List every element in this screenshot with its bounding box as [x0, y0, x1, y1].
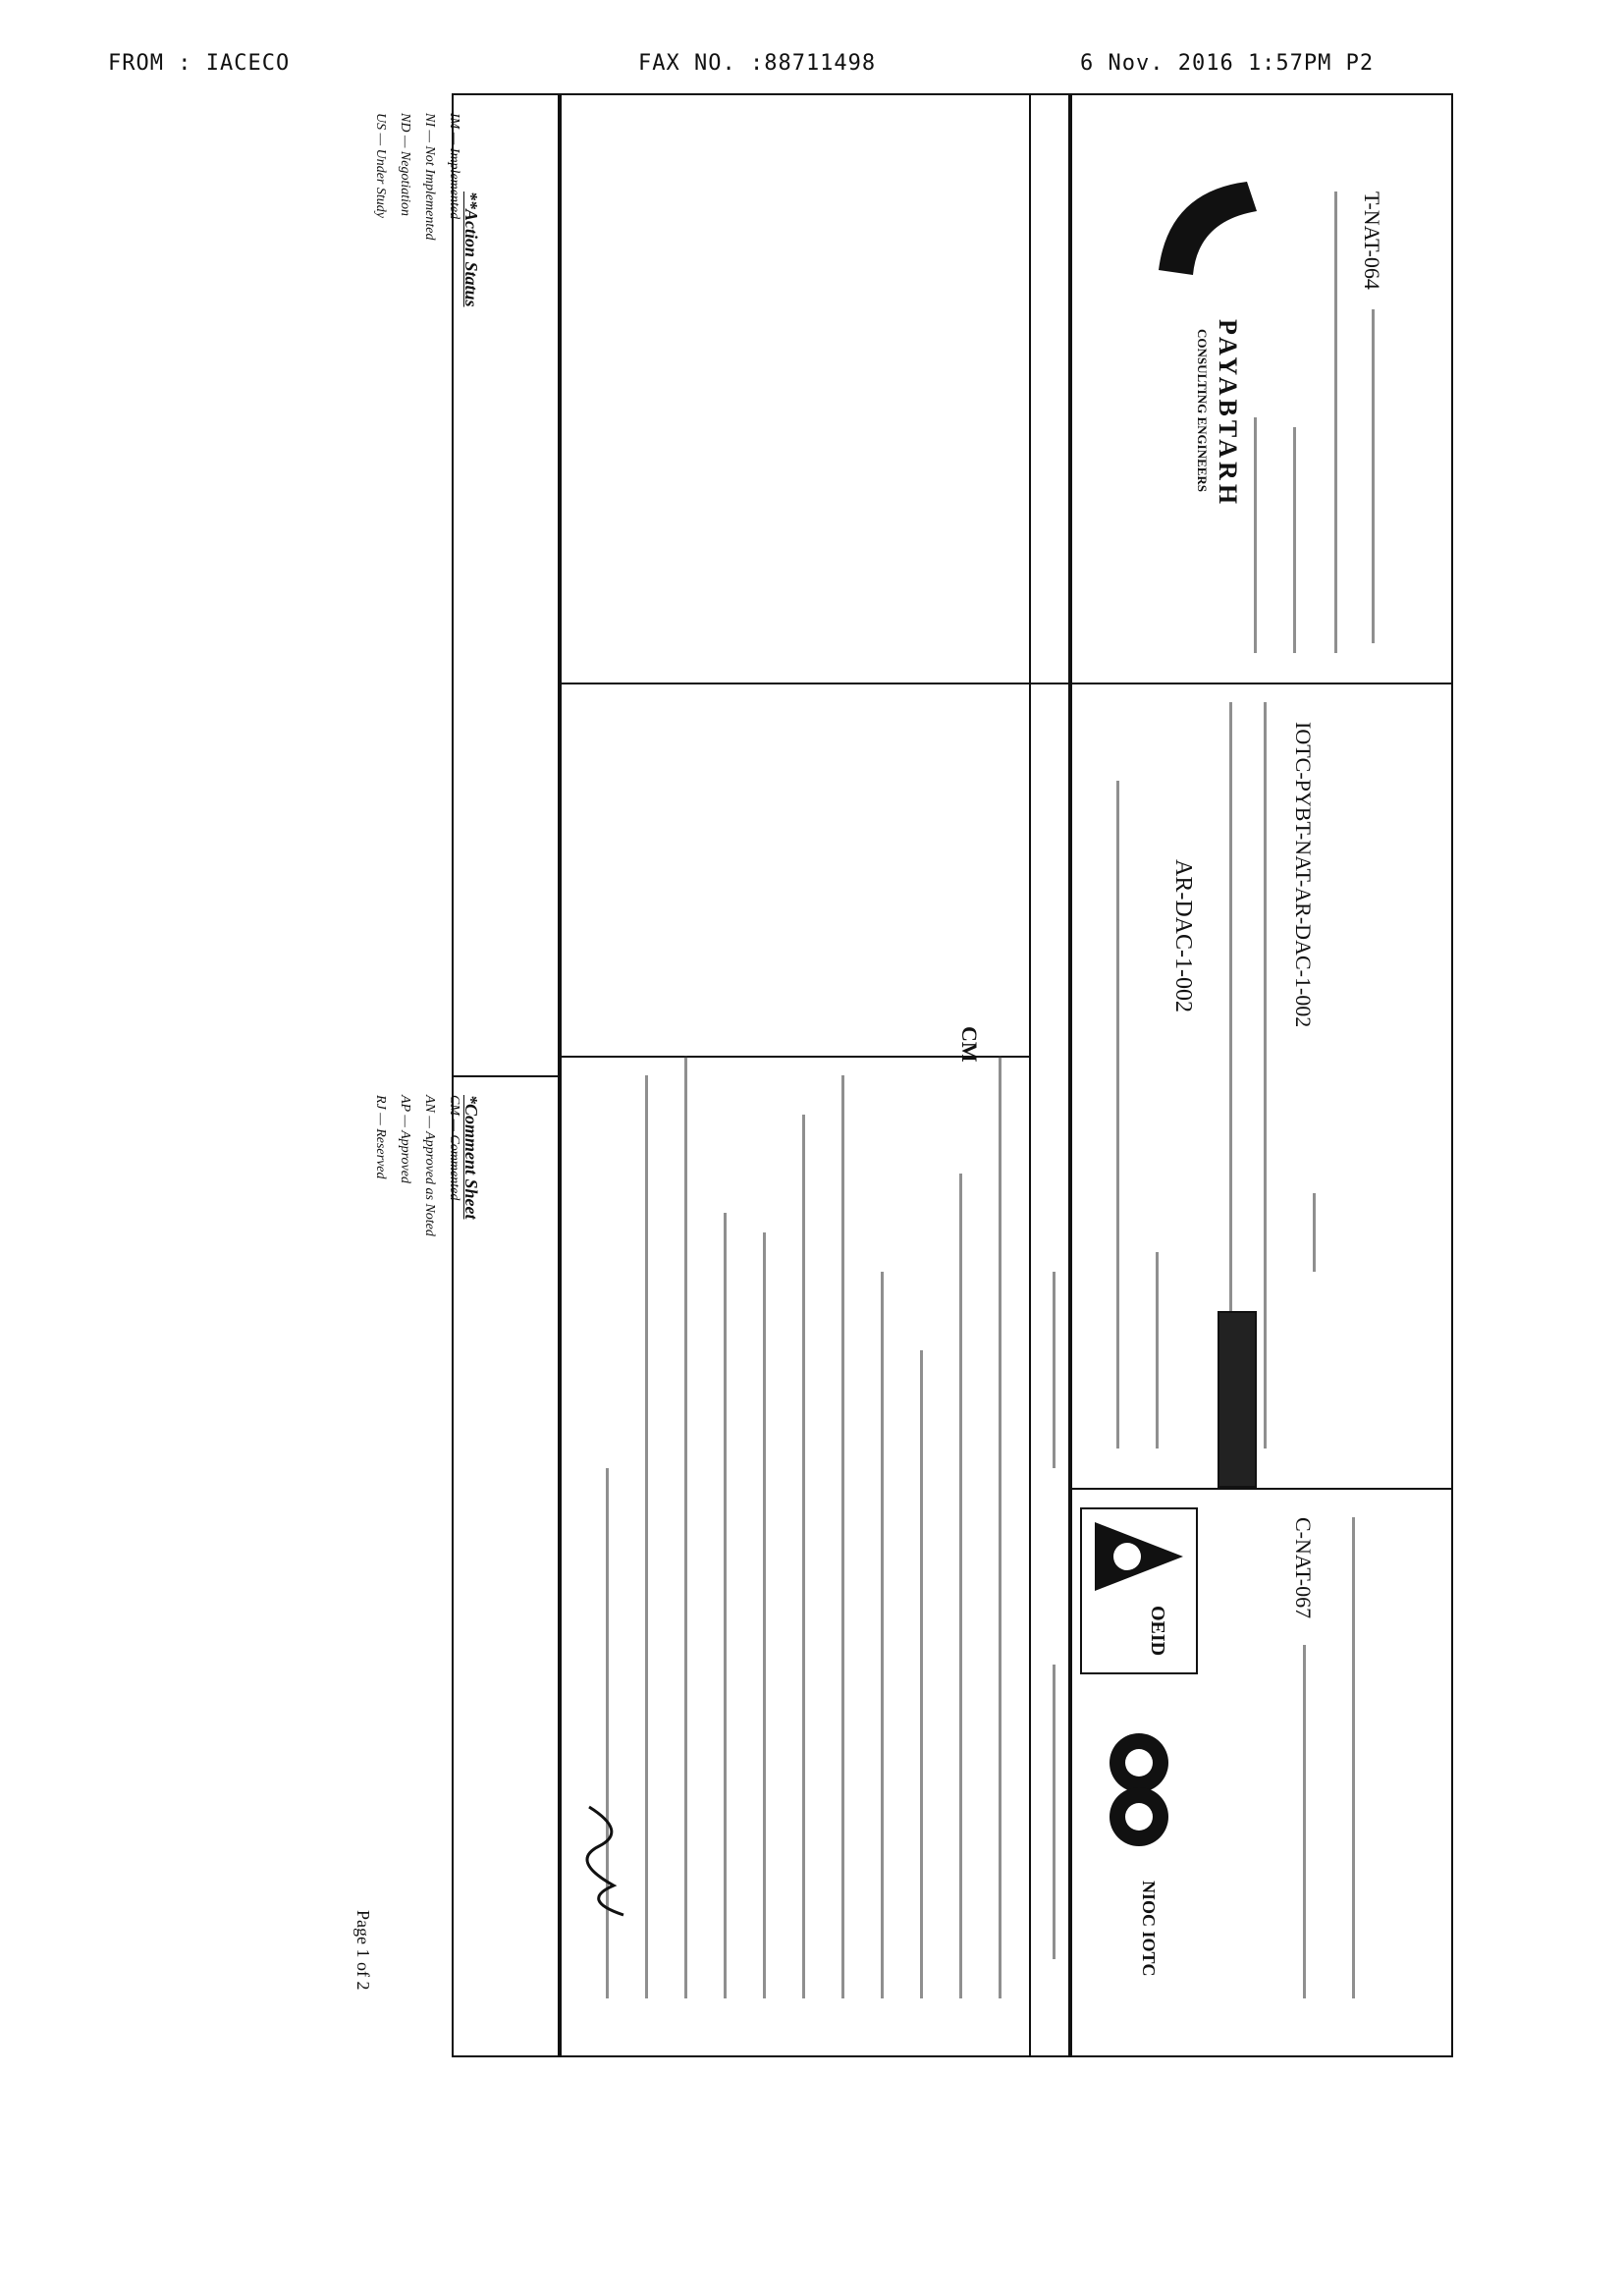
comments-box: [560, 93, 1070, 2057]
as-nd: ND — Negotiation: [398, 113, 412, 217]
contractor-transmittal-no: C-NAT-067: [1291, 1517, 1316, 1619]
transmittal-no: T-NAT-064: [1360, 191, 1384, 290]
signature: [569, 1802, 638, 1920]
nioc-label: NIOC IOTC: [1139, 1881, 1159, 1977]
fax-from: FROM : IACECO: [108, 51, 291, 76]
page-number: Page 1 of 2: [353, 1910, 373, 1991]
payabtarh-name: PAYABTARH: [1214, 319, 1242, 509]
rotated-form: [88, 93, 1453, 2057]
nioc-logo: [1090, 1723, 1188, 1861]
as-im: IM — Implemented: [447, 113, 461, 220]
cs-an: AN — Approved as Noted: [422, 1095, 437, 1236]
action-status-title: **Action Status: [461, 191, 481, 307]
oeid-logo: [1090, 1517, 1188, 1596]
fax-number: FAX NO. :88711498: [638, 51, 877, 76]
cm-marker: CM: [957, 1026, 982, 1063]
cs-rj: RJ — Reserved: [373, 1095, 388, 1179]
payabtarh-logo: [1139, 152, 1286, 300]
doc-code: AR-DAC-1-002: [1170, 859, 1196, 1012]
fax-date-time: 6 Nov. 2016 1:57PM P2: [1080, 51, 1375, 76]
cs-ap: AP — Approved: [398, 1095, 412, 1183]
as-ni: NI — Not Implemented: [422, 113, 437, 241]
doc-number: IOTC-PYBT-NAT-AR-DAC-1-002: [1291, 722, 1316, 1028]
cs-cm: CM — Commented: [447, 1095, 461, 1201]
oeid-label: OEID: [1147, 1606, 1168, 1657]
stamp-bar: [1218, 1311, 1257, 1488]
comment-sheet-title: *Comment Sheet: [461, 1095, 481, 1220]
as-us: US — Under Study: [373, 113, 388, 218]
payabtarh-sub: CONSULTING ENGINEERS: [1195, 329, 1210, 493]
